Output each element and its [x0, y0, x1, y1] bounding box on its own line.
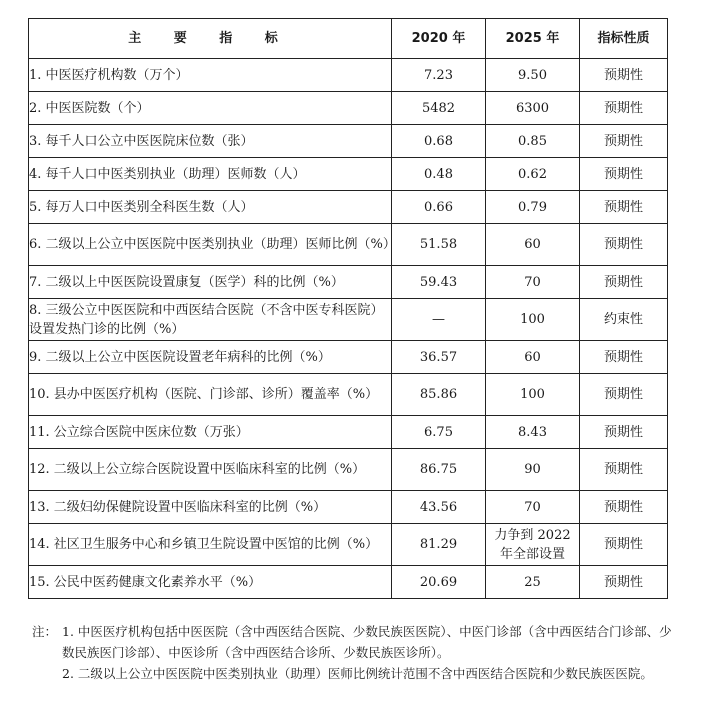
header-indicator: 主 要 指 标 [29, 19, 392, 59]
value-2020-cell: 85.86 [392, 374, 486, 416]
table-header-row [29, 19, 668, 59]
value-2020-cell: 6.75 [392, 416, 486, 449]
nature-cell: 预期性 [580, 125, 668, 158]
value-2020-cell: 7.23 [392, 59, 486, 92]
value-2025-cell: 100 [486, 299, 580, 341]
nature-cell: 预期性 [580, 566, 668, 599]
value-2020-cell: 43.56 [392, 491, 486, 524]
value-2025-cell: 60 [486, 224, 580, 266]
nature-cell: 预期性 [580, 158, 668, 191]
table-row [29, 125, 668, 158]
indicator-cell: 1. 中医医疗机构数（万个） [29, 59, 392, 92]
indicator-cell: 14. 社区卫生服务中心和乡镇卫生院设置中医馆的比例（%） [29, 524, 392, 566]
header-2025: 2025 年 [486, 19, 580, 59]
value-2020-cell: 20.69 [392, 566, 486, 599]
table-row [29, 191, 668, 224]
indicator-cell: 10. 县办中医医疗机构（医院、门诊部、诊所）覆盖率（%） [29, 374, 392, 416]
value-2020-cell: 81.29 [392, 524, 486, 566]
table-row [29, 524, 668, 566]
nature-cell: 预期性 [580, 191, 668, 224]
value-2020-cell: 0.66 [392, 191, 486, 224]
table-row [29, 224, 668, 266]
indicator-cell: 11. 公立综合医院中医床位数（万张） [29, 416, 392, 449]
nature-cell: 约束性 [580, 299, 668, 341]
footnote-label: 注： [32, 624, 58, 639]
indicator-cell: 15. 公民中医药健康文化素养水平（%） [29, 566, 392, 599]
nature-cell: 预期性 [580, 341, 668, 374]
table-row [29, 92, 668, 125]
indicator-cell: 6. 二级以上公立中医医院中医类别执业（助理）医师比例（%） [29, 224, 392, 266]
indicator-cell: 2. 中医医院数（个） [29, 92, 392, 125]
nature-cell: 预期性 [580, 59, 668, 92]
table-row [29, 416, 668, 449]
table-row [29, 374, 668, 416]
table-row [29, 266, 668, 299]
value-2025-cell: 0.85 [486, 125, 580, 158]
value-2020-cell: 0.48 [392, 158, 486, 191]
nature-cell: 预期性 [580, 416, 668, 449]
indicator-cell: 12. 二级以上公立综合医院设置中医临床科室的比例（%） [29, 449, 392, 491]
value-2025-cell: 0.62 [486, 158, 580, 191]
value-2025-cell: 力争到 2022 年全部设置 [486, 524, 580, 566]
nature-cell: 预期性 [580, 449, 668, 491]
indicator-cell: 9. 二级以上公立中医医院设置老年病科的比例（%） [29, 341, 392, 374]
value-2025-cell: 6300 [486, 92, 580, 125]
footnote-text: 1. 中医医疗机构包括中医医院（含中西医结合医院、少数民族医医院）、中医门诊部（含中西医结合门诊部、少数民族医门诊部）、中医诊所（含中西医结合诊所、少数民族医诊所）。 [62, 624, 672, 660]
value-2025-cell: 100 [486, 374, 580, 416]
table-row [29, 59, 668, 92]
nature-cell: 预期性 [580, 92, 668, 125]
table-row [29, 299, 668, 341]
header-nature: 指标性质 [580, 19, 668, 59]
value-2025-cell: 60 [486, 341, 580, 374]
indicator-cell: 7. 二级以上中医医院设置康复（医学）科的比例（%） [29, 266, 392, 299]
value-2025-cell: 70 [486, 266, 580, 299]
table-row [29, 449, 668, 491]
indicator-table [28, 18, 668, 599]
value-2020-cell: 0.68 [392, 125, 486, 158]
indicator-cell: 13. 二级妇幼保健院设置中医临床科室的比例（%） [29, 491, 392, 524]
value-2020-cell: 36.57 [392, 341, 486, 374]
value-2020-cell: 51.58 [392, 224, 486, 266]
value-2025-cell: 0.79 [486, 191, 580, 224]
value-2020-cell: 5482 [392, 92, 486, 125]
nature-cell: 预期性 [580, 224, 668, 266]
footnote-2 [32, 663, 682, 684]
header-2020: 2020 年 [392, 19, 486, 59]
value-2025-cell: 9.50 [486, 59, 580, 92]
indicator-cell: 4. 每千人口中医类别执业（助理）医师数（人） [29, 158, 392, 191]
value-2020-cell: 86.75 [392, 449, 486, 491]
table-row [29, 491, 668, 524]
indicator-cell: 3. 每千人口公立中医医院床位数（张） [29, 125, 392, 158]
nature-cell: 预期性 [580, 374, 668, 416]
footnotes [32, 621, 682, 684]
indicator-cell: 8. 三级公立中医医院和中西医结合医院（不含中医专科医院）设置发热门诊的比例（%） [29, 299, 392, 341]
footnote-text: 2. 二级以上公立中医医院中医类别执业（助理）医师比例统计范围不含中西医结合医院和少数民族医医院。 [62, 666, 653, 681]
nature-cell: 预期性 [580, 266, 668, 299]
table-row [29, 158, 668, 191]
indicator-cell: 5. 每万人口中医类别全科医生数（人） [29, 191, 392, 224]
table-row [29, 341, 668, 374]
footnote-1 [32, 621, 682, 663]
value-2025-cell: 70 [486, 491, 580, 524]
value-2020-cell: 59.43 [392, 266, 486, 299]
table-row [29, 566, 668, 599]
nature-cell: 预期性 [580, 524, 668, 566]
value-2025-cell: 90 [486, 449, 580, 491]
nature-cell: 预期性 [580, 491, 668, 524]
value-2025-cell: 25 [486, 566, 580, 599]
value-2025-cell: 8.43 [486, 416, 580, 449]
value-2020-cell: — [392, 299, 486, 341]
